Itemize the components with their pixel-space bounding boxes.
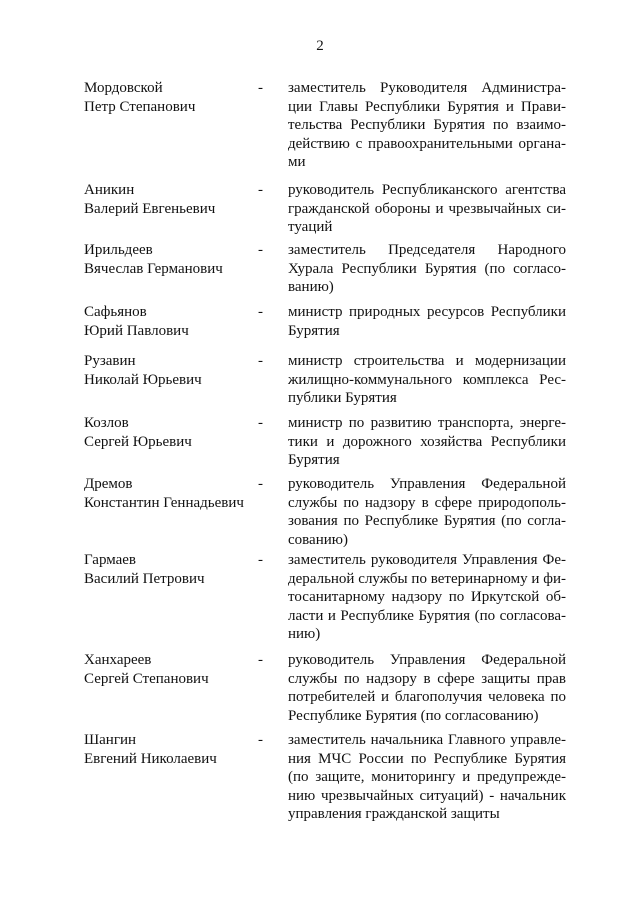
- member-given-names: Василий Петрович: [84, 570, 205, 587]
- separator-dash: -: [258, 552, 263, 568]
- member-surname: Сафьянов: [84, 304, 147, 320]
- member-position: [288, 352, 566, 408]
- separator-dash: -: [258, 304, 263, 320]
- member-position: [288, 551, 566, 644]
- member-surname: Козлов: [84, 415, 129, 431]
- member-given-names: Константин Геннадьевич: [84, 494, 244, 511]
- position-line: тосанитарному надзору по Иркутской об-: [288, 589, 566, 605]
- position-line: тики и дорожного хозяйства Республики: [288, 433, 566, 450]
- member-name: [84, 731, 254, 768]
- member-surname: Дремов: [84, 476, 133, 492]
- member-surname: Рузавин: [84, 353, 136, 369]
- position-line: заместитель Председателя Народного: [288, 242, 566, 258]
- separator-dash: -: [258, 80, 263, 96]
- member-position: [288, 414, 566, 470]
- member-given-names: Валерий Евгеньевич: [84, 200, 216, 217]
- separator-dash: -: [258, 415, 263, 431]
- position-line: заместитель руководителя Управления Фе-: [288, 552, 566, 568]
- position-line: ми: [288, 154, 306, 170]
- member-position: [288, 303, 566, 340]
- member-name: [84, 551, 254, 588]
- position-line: Республике Бурятия (по согласованию): [288, 707, 539, 724]
- position-line: (по защите, мониторингу и предупрежде-: [288, 769, 566, 785]
- page-number: 2: [316, 38, 324, 54]
- separator-dash: -: [258, 242, 263, 258]
- position-line: Бурятия: [288, 322, 340, 339]
- member-name: [84, 241, 254, 278]
- position-line: гражданской обороны и чрезвычайных си-: [288, 200, 566, 217]
- position-line: зования по Республике Бурятия (по согла-: [288, 513, 566, 529]
- member-name: [84, 181, 254, 218]
- member-position: [288, 181, 566, 237]
- position-line: руководитель Республиканского агентства: [288, 182, 566, 198]
- member-surname: Ханхареев: [84, 652, 152, 668]
- position-line: действию с правоохранительными органа-: [288, 135, 566, 152]
- position-line: Хурала Республики Бурятия (по согласо-: [288, 260, 566, 277]
- member-surname: Мордовской: [84, 80, 163, 96]
- member-given-names: Юрий Павлович: [84, 322, 189, 339]
- member-given-names: Сергей Степанович: [84, 670, 209, 687]
- member-given-names: Евгений Николаевич: [84, 750, 217, 767]
- member-position: [288, 731, 566, 824]
- member-given-names: Сергей Юрьевич: [84, 433, 192, 450]
- position-line: деральной службы по ветеринарному и фи-: [288, 570, 566, 587]
- member-name: [84, 303, 254, 340]
- position-line: руководитель Управления Федеральной: [288, 476, 566, 492]
- position-line: службы по надзору в сфере защиты прав: [288, 670, 566, 687]
- position-line: нию чрезвычайных ситуаций) - начальник: [288, 787, 566, 804]
- member-given-names: Петр Степанович: [84, 98, 196, 115]
- position-line: публики Бурятия: [288, 390, 397, 406]
- position-line: жилищно-коммунального комплекса Рес-: [288, 371, 566, 388]
- position-line: потребителей и благополучия человека по: [288, 689, 566, 705]
- member-surname: Гармаев: [84, 552, 137, 568]
- position-line: ции Главы Республики Бурятия и Прави-: [288, 98, 566, 115]
- member-surname: Ирильдеев: [84, 242, 153, 258]
- member-name: [84, 475, 254, 512]
- separator-dash: -: [258, 182, 263, 198]
- position-line: ванию): [288, 279, 334, 295]
- position-line: ния МЧС России по Республике Бурятия: [288, 750, 566, 767]
- position-line: туаций: [288, 219, 333, 235]
- position-line: службы по надзору в сфере природополь-: [288, 494, 566, 511]
- member-name: [84, 79, 254, 116]
- position-line: тельства Республики Бурятия по взаимо-: [288, 117, 566, 133]
- member-position: [288, 241, 566, 297]
- position-line: министр строительства и модернизации: [288, 353, 566, 369]
- position-line: сованию): [288, 531, 348, 548]
- member-position: [288, 651, 566, 725]
- member-given-names: Вячеслав Германович: [84, 260, 223, 277]
- position-line: управления гражданской защиты: [288, 806, 500, 822]
- member-given-names: Николай Юрьевич: [84, 371, 202, 388]
- member-name: [84, 352, 254, 389]
- position-line: министр по развитию транспорта, энерге-: [288, 415, 566, 431]
- separator-dash: -: [258, 732, 263, 748]
- member-position: [288, 475, 566, 549]
- position-line: Бурятия: [288, 452, 340, 468]
- position-line: заместитель начальника Главного управле-: [288, 732, 566, 748]
- position-line: заместитель Руководителя Администра-: [288, 80, 566, 96]
- position-line: нию): [288, 626, 321, 642]
- position-line: ласти и Республике Бурятия (по согласова-: [288, 607, 566, 624]
- member-name: [84, 414, 254, 451]
- member-surname: Аникин: [84, 182, 135, 198]
- member-name: [84, 651, 254, 688]
- position-line: руководитель Управления Федеральной: [288, 652, 566, 668]
- position-line: министр природных ресурсов Республики: [288, 304, 566, 320]
- separator-dash: -: [258, 353, 263, 369]
- member-position: [288, 79, 566, 172]
- member-surname: Шангин: [84, 732, 137, 748]
- separator-dash: -: [258, 476, 263, 492]
- separator-dash: -: [258, 652, 263, 668]
